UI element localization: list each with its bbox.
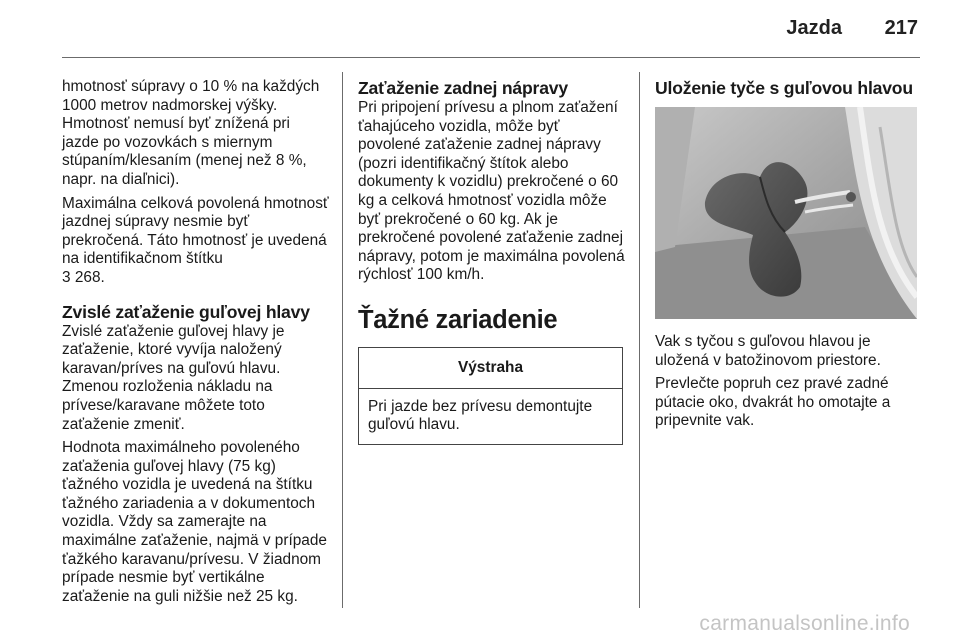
header-rule bbox=[62, 57, 920, 58]
page-header bbox=[0, 0, 960, 56]
heading-vertical-load: Zvislé zaťaženie guľovej hlavy bbox=[62, 301, 310, 322]
warning-title: Výstraha bbox=[359, 348, 622, 389]
column-divider-2 bbox=[639, 72, 640, 608]
warning-body: Pri jazde bez prívesu demontujte guľovú hlavu. bbox=[368, 397, 593, 434]
column-divider-1 bbox=[342, 72, 343, 608]
page-reference-link[interactable]: 3 268. bbox=[62, 268, 105, 286]
column-1 bbox=[62, 78, 330, 611]
watermark: carmanualsonline.info bbox=[699, 612, 910, 635]
storage-bag-photo bbox=[655, 107, 917, 319]
section-title: Jazda bbox=[786, 17, 842, 39]
paragraph-rear-axle-load: Pri pripojení prívesu a plnom zaťažení ťahajúceho vozidla, môže byť povolené zaťaženie zadnej nápravy (pozri identifikačný štítok alebo dokumenty k vozidlu) prekročené o 60 kg a celková hmotnosť vozidla môže byť prekročené o 60 kg. Ak je prekročené povolené zaťaženie zadnej nápravy, potom je maximálna povolená rýchlosť 100 km/h. bbox=[358, 99, 625, 284]
paragraph-vertical-load: Zvislé zaťaženie guľovej hlavy je zaťaženie, ktoré vyvíja naložený karavan/príves na guľovú hlavu. Zmenou rozloženia nákladu na prívese/karavane môžete toto zaťaženie zmeniť. bbox=[62, 322, 285, 433]
paragraph-max-vertical-load: Hodnota maximálneho povoleného zaťaženia guľovej hlavy (75 kg) ťažného vozidla je uvedená na štítku ťažného zariadenia a v dokumentoch vozidla. Vždy sa zamerajte na maximálne zaťaženie, najmä v prípade ťažkého karavanu/prívesu. V žiadnom prípade nesmie byť vertikálne zaťaženie na guli nižšie než 25 kg. bbox=[62, 439, 327, 605]
paragraph-max-weight bbox=[62, 195, 330, 288]
heading-rear-axle-load: Zaťaženie zadnej nápravy bbox=[358, 78, 568, 98]
warning-box bbox=[358, 347, 623, 445]
column-2 bbox=[358, 78, 626, 445]
page-number: 217 bbox=[884, 17, 918, 39]
paragraph-altitude: hmotnosť súpravy o 10 % na každých 1000 metrov nadmorskej výšky. Hmotnosť nemusí byť znížená pri jazde po vozovkách s miernym stúpaním/klesaním (menej než 8 %, napr. na diaľnici). bbox=[62, 78, 320, 188]
paragraph-bag-location: Vak s tyčou s guľovou hlavou je uložená v batožinovom priestore. bbox=[655, 333, 881, 369]
paragraph-max-weight-text: Maximálna celková povolená hmotnosť jazdnej súpravy nesmie byť prekročená. Táto hmotnosť je uvedená na identifikačnom štítku bbox=[62, 194, 329, 268]
column-3 bbox=[655, 78, 920, 436]
heading-towing-device: Ťažné zariadenie bbox=[358, 305, 558, 334]
heading-storage: Uloženie tyče s guľovou hlavou bbox=[655, 78, 913, 98]
paragraph-bag-strap: Prevlečte popruh cez pravé zadné pútacie oko, dvakrát ho omotajte a pripevnite vak. bbox=[655, 375, 891, 430]
